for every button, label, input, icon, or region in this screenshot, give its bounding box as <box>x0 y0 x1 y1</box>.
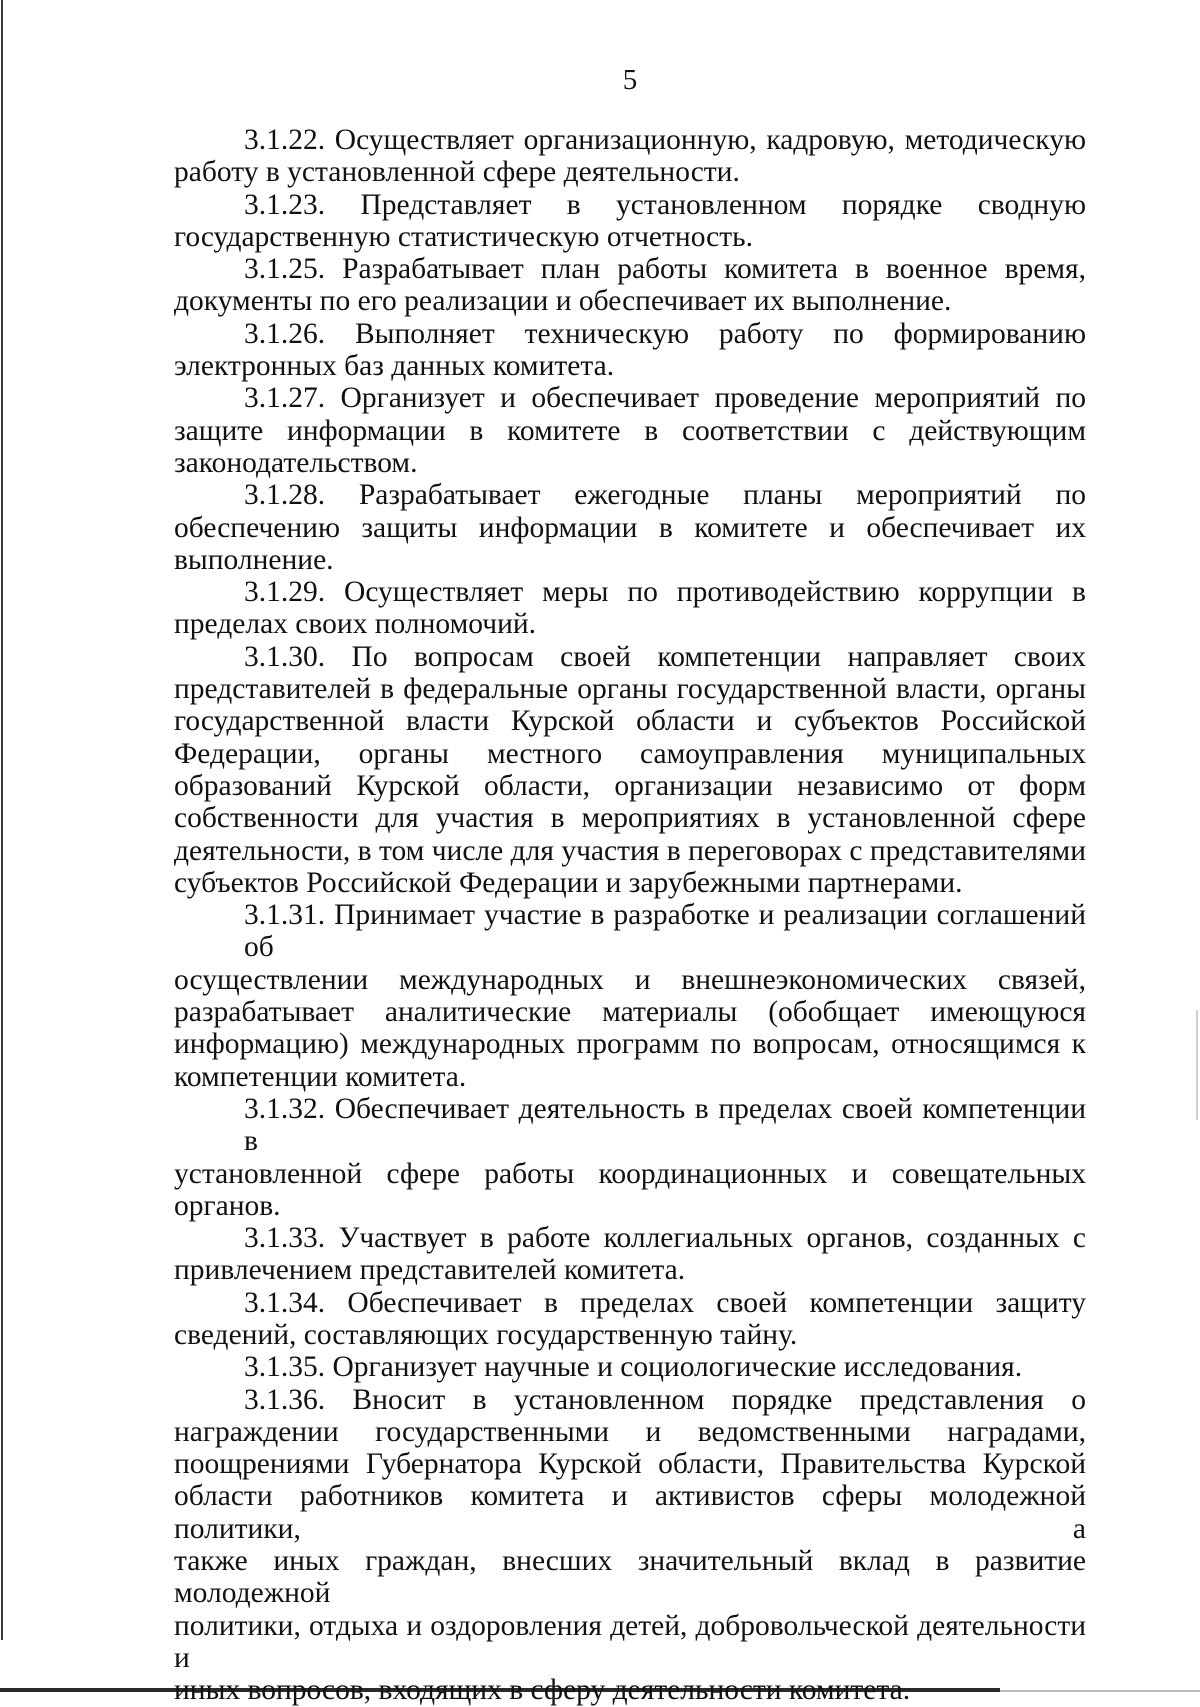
paragraph-line: 3.1.29. Осуществляет меры по противодействию коррупции в <box>244 576 1086 609</box>
paragraph-line: государственную статистическую отчетность. <box>174 220 753 253</box>
paragraph-line: 3.1.36. Вносит в установленном порядке представления о <box>244 1383 1086 1416</box>
paragraph <box>174 124 1086 189</box>
paragraph <box>174 479 1086 576</box>
scan-edge-right <box>1196 1010 1198 1120</box>
paragraph-line: 3.1.32. Обеспечивает деятельность в пределах своей компетенции в <box>244 1092 1086 1158</box>
paragraph <box>174 1287 1086 1352</box>
paragraph <box>174 189 1086 254</box>
paragraph <box>174 1351 1086 1383</box>
paragraph-line: представителей в федеральные органы государственной власти, органы <box>174 673 1086 706</box>
paragraph <box>174 1384 1086 1707</box>
paragraph-line: области работников комитета и активистов сферы молодежной политики, а <box>174 1480 1086 1545</box>
scan-edge-left <box>1 0 3 1640</box>
paragraph-line: осуществлении международных и внешнеэкономических связей, <box>174 963 1086 996</box>
paragraph-line: награждении государственными и ведомственными наградами, <box>174 1415 1086 1448</box>
paragraph-line: документы по его реализации и обеспечивает их выполнение. <box>174 285 952 318</box>
document-body <box>174 124 1086 1707</box>
paragraph-line: информацию) международных программ по вопросам, относящимся к <box>174 1028 1086 1061</box>
paragraph-line: также иных граждан, внесших значительный вклад в развитие молодежной <box>174 1545 1086 1610</box>
paragraph-line: 3.1.28. Разрабатывает ежегодные планы мероприятий по <box>244 479 1086 512</box>
paragraph-line: 3.1.31. Принимает участие в разработке и реализации соглашений об <box>244 899 1086 964</box>
paragraph <box>174 899 1086 1093</box>
paragraph-line: установленной сфере работы координационных и совещательных органов. <box>174 1157 1086 1222</box>
paragraph-line: сведений, составляющих государственную тайну. <box>174 1318 798 1351</box>
paragraph <box>174 576 1086 641</box>
paragraph-line: 3.1.26. Выполняет техническую работу по формированию <box>244 317 1086 350</box>
paragraph <box>174 1222 1086 1287</box>
paragraph-line: защите информации в комитете в соответствии с действующим <box>174 414 1086 447</box>
paragraph-line: политики, отдыха и оздоровления детей, добровольческой деятельности и <box>174 1609 1086 1674</box>
paragraph-line: привлечением представителей комитета. <box>174 1254 686 1287</box>
paragraph-line: законодательством. <box>174 446 418 479</box>
paragraph-line: 3.1.25. Разрабатывает план работы комитета в военное время, <box>244 253 1086 286</box>
paragraph-line: выполнение. <box>174 543 334 576</box>
page-number: 5 <box>622 64 638 96</box>
paragraph-line: 3.1.34. Обеспечивает в пределах своей компетенции защиту <box>244 1286 1086 1319</box>
paragraph-line: разрабатывает аналитические материалы (обобщает имеющуюся <box>174 996 1086 1029</box>
paragraph-line: поощрениями Губернатора Курской области, Правительства Курской <box>174 1448 1086 1481</box>
paragraph-line: 3.1.35. Организует научные и социологические исследования. <box>244 1351 1023 1384</box>
paragraph-line: 3.1.27. Организует и обеспечивает проведение мероприятий по <box>244 382 1086 415</box>
paragraph <box>174 318 1086 383</box>
paragraph-line: образований Курской области, организации независимо от форм <box>174 769 1086 802</box>
paragraph-line: обеспечению защиты информации в комитете и обеспечивает их <box>174 511 1086 544</box>
paragraph <box>174 1093 1086 1222</box>
paragraph-line: субъектов Российской Федерации и зарубежными партнерами. <box>174 866 963 899</box>
paragraph <box>174 641 1086 899</box>
paragraph-line: иных вопросов, входящих в сферу деятельности комитета. <box>174 1674 911 1707</box>
paragraph-line: государственной власти Курской области и субъектов Российской <box>174 705 1086 738</box>
paragraph-line: пределах своих полномочий. <box>174 608 537 641</box>
paragraph-line: работу в установленной сфере деятельности. <box>174 156 740 189</box>
paragraph <box>174 382 1086 479</box>
paragraph-line: 3.1.22. Осуществляет организационную, кадровую, методическую <box>244 124 1086 156</box>
paragraph-line: 3.1.30. По вопросам своей компетенции направляет своих <box>244 640 1086 673</box>
paragraph-line: компетенции комитета. <box>174 1060 467 1093</box>
paragraph-line: электронных баз данных комитета. <box>174 350 615 383</box>
paragraph-line: Федерации, органы местного самоуправления муниципальных <box>174 737 1086 770</box>
paragraph-line: 3.1.23. Представляет в установленном порядке сводную <box>244 188 1086 221</box>
paragraph <box>174 253 1086 318</box>
paragraph-line: деятельности, в том числе для участия в переговорах с представителями <box>174 834 1086 867</box>
paragraph-line: 3.1.33. Участвует в работе коллегиальных органов, созданных с <box>244 1222 1086 1255</box>
paragraph-line: собственности для участия в мероприятиях в установленной сфере <box>174 802 1086 835</box>
